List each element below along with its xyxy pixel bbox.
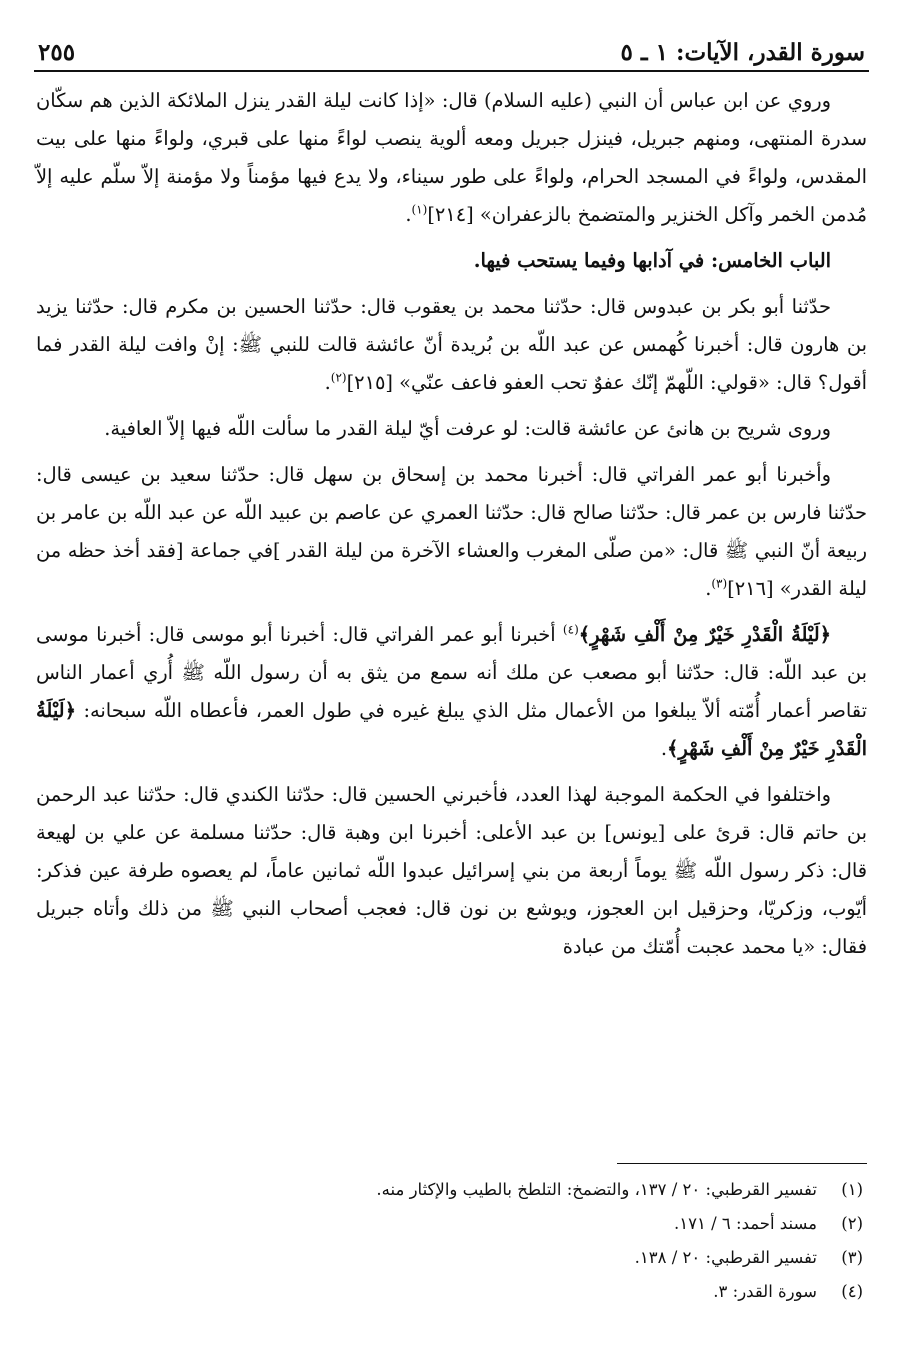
footnote-ref-3[interactable]: (٣) [711,576,728,591]
footnote-ref-4[interactable]: (٤) [562,622,579,637]
page-number: ٢٥٥ [38,39,76,66]
section-heading: الباب الخامس: في آدابها وفيما يستحب فيها. [473,249,831,272]
footnote-ref-2[interactable]: (٢) [330,370,347,385]
footnote-number: (٣) [841,1248,863,1267]
footnote-text: تفسير القرطبي: ٢٠ / ١٣٨. [634,1248,817,1267]
footnote-divider [617,1163,867,1164]
footnote-number: (٢) [841,1214,863,1233]
main-text [36,82,867,974]
header-divider [34,70,869,72]
footnote-text: سورة القدر: ٣. [713,1282,817,1301]
footnote-text: تفسير القرطبي: ٢٠ / ١٣٧، والتضمخ: التلطخ بالطيب والإكثار منه. [376,1180,817,1199]
footnote-3 [36,1241,863,1275]
page-header [38,26,865,66]
paragraph-5: ﴿لَيْلَةُ الْقَدْرِ خَيْرٌ مِنْ أَلْفِ شَهْرٍ﴾$^{(٤)}$ أخبرنا أبو عمر الفراتي قال: أخبرنا أبو موسى قال: أخبرنا موسى بن عبد اللّه: قال: حدّثنا أبو مصعب عن ملك أنه سمع من يثق به أن رسول اللّه ﷺ أُري أعمار الناس تقاصر أعمار أُمّته ألاّ يبلغوا من الأعمال مثل الذي يبلغ غيره في طول العمر، فأعطاه اللّه سبحانه: ﴿لَيْلَةُ الْقَدْرِ خَيْرٌ مِنْ أَلْفِ شَهْرٍ﴾. [36,622,867,760]
footnote-1 [36,1173,863,1207]
quran-verse: ﴿لَيْلَةُ الْقَدْرِ خَيْرٌ مِنْ أَلْفِ شَهْرٍ﴾ [36,699,867,760]
footnote-2 [36,1207,863,1241]
footnotes [36,1173,863,1309]
paragraph-3: وروى شريح بن هانئ عن عائشة قالت: لو عرفت أيّ ليلة القدر ما سألت اللّه فيها إلاّ العافية. [104,417,831,440]
paragraph-6: واختلفوا في الحكمة الموجبة لهذا العدد، فأخبرني الحسين قال: حدّثنا الكندي قال: حدّثنا عبد الرحمن بن حاتم قال: قرئ على [يونس] بن عبد الأعلى: أخبرنا ابن وهبة قال: حدّثنا مسلمة عن علي بن لهيعة قال: ذكر رسول اللّه ﷺ يوماً أربعة من بني إسرائيل عبدوا اللّه ثمانين عاماً، لم يعصوه طرفة عين فذكر: أيّوب، وزكريّا، وحزقيل ابن العجوز، ويوشع بن نون قال: فعجب أصحاب النبي ﷺ من ذلك وأتاه جبريل فقال: «يا محمد عجبت أُمّتك من عبادة [36,783,867,958]
footnote-ref-1[interactable]: (١) [411,202,428,217]
paragraph-2: حدّثنا أبو بكر بن عبدوس قال: حدّثنا محمد بن يعقوب قال: حدّثنا الحسين بن مكرم قال: حدّثنا يزيد بن هارون قال: أخبرنا كُهمس عن عبد اللّه بن بُريدة أنّ عائشة قالت للنبي ﷺ: إنْ وافت ليلة القدر فما أقول؟ قال: «قولي: اللّهمّ إنّك عفوٌ تحب العفو فاعف عنّي» [٢١٥]$^{(٢)}$. [36,295,867,394]
quran-verse: ﴿لَيْلَةُ الْقَدْرِ خَيْرٌ مِنْ أَلْفِ شَهْرٍ﴾ [578,623,832,646]
footnote-text: مسند أحمد: ٦ / ١٧١. [673,1214,817,1233]
paragraph-1: وروي عن ابن عباس أن النبي (عليه السلام) قال: «إذا كانت ليلة القدر ينزل الملائكة الذين هم سكّان سدرة المنتهى، ومنهم جبريل، فينزل جبريل ومعه ألوية ينصب لواءً منها على قبري، ولواءً منها على بيت المقدس، ولواءً في المسجد الحرام، ولواءً على طور سيناء، ولا يدع فيها مؤمناً ولا مؤمنة إلاّ سلّم عليه إلاّ مُدمن الخمر وآكل الخنزير والمتضمخ بالزعفران» [٢١٤]$^{(١)}$. [36,89,867,226]
footnote-number: (١) [841,1180,863,1199]
running-title: سورة القدر، الآيات: ١ ـ ٥ [620,39,865,66]
paragraph-4: وأخبرنا أبو عمر الفراتي قال: أخبرنا محمد بن إسحاق بن سهل قال: حدّثنا سعيد بن عيسى قال: حدّثنا فارس بن عمر قال: حدّثنا صالح قال: حدّثنا العمري عن عاصم بن عبيد اللّه عن عبد اللّه بن عامر بن ربيعة أنّ النبي ﷺ قال: «من صلّى المغرب والعشاء الآخرة من ليلة القدر ]في جماعة [فقد أخذ حظه من ليلة القدر» [٢١٦]$^{(٣)}$. [36,463,867,600]
footnote-number: (٤) [841,1282,863,1301]
footnote-4 [36,1275,863,1309]
